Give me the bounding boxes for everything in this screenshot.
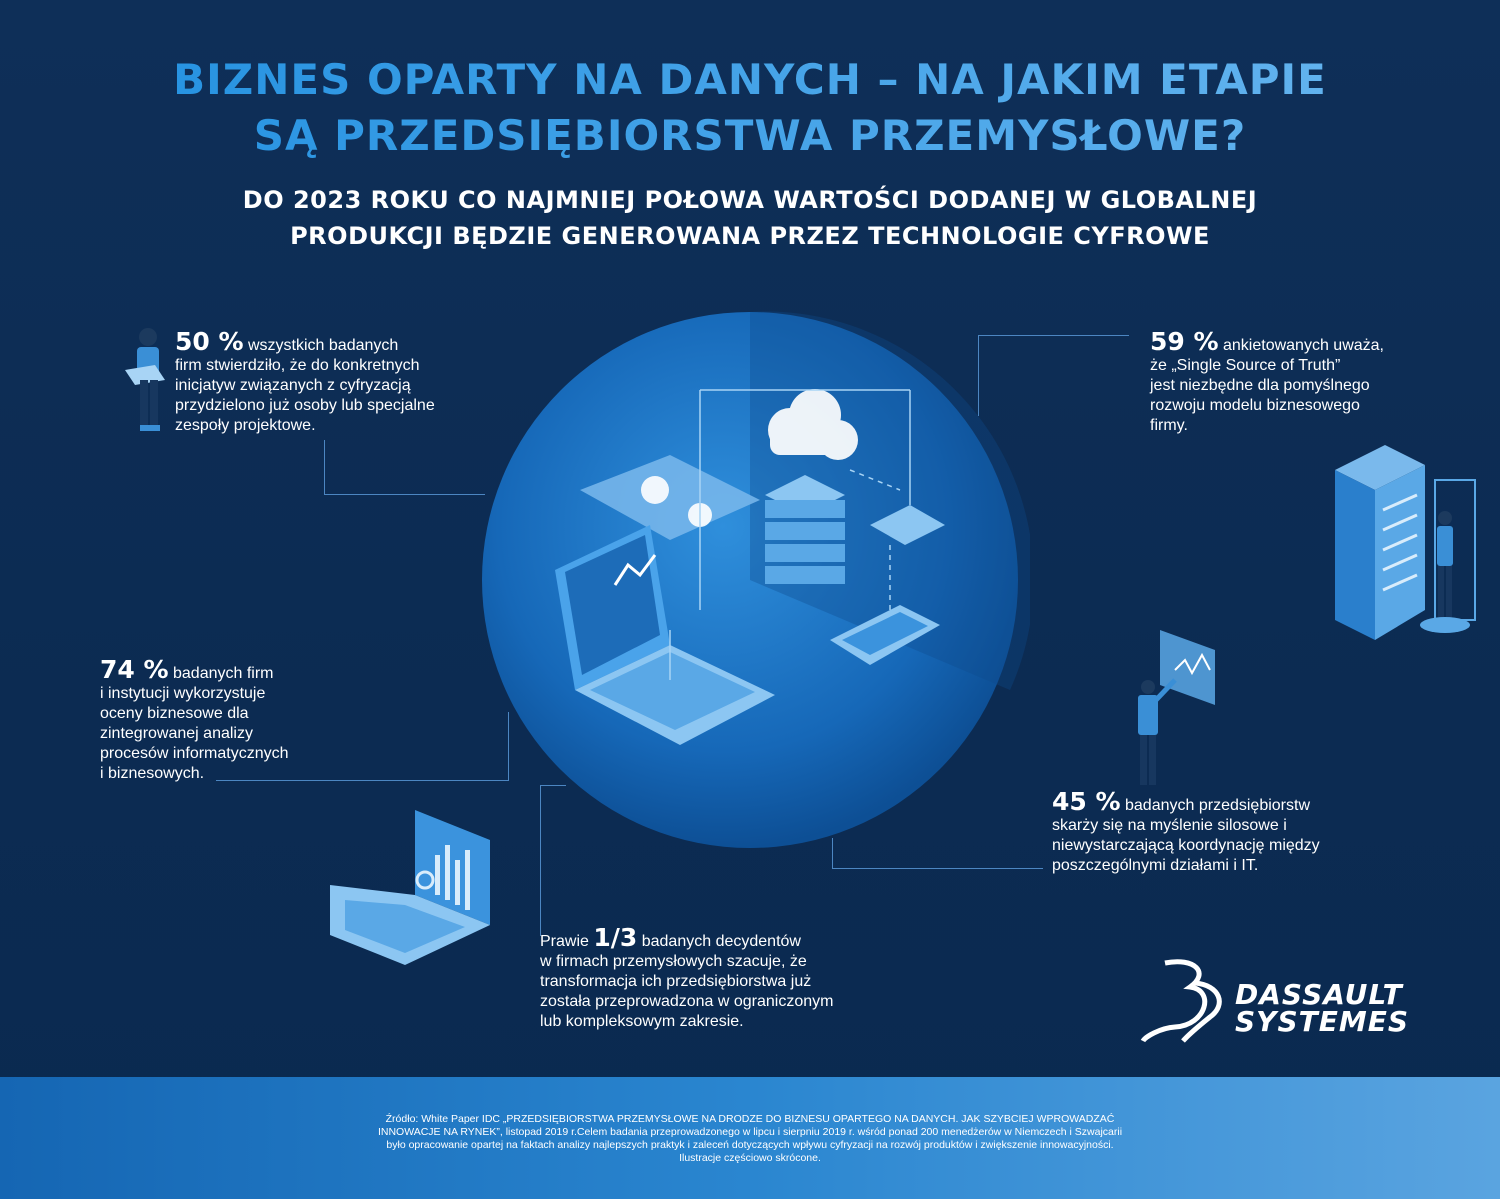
subtitle-line-1: DO 2023 ROKU CO NAJMNIEJ POŁOWA WARTOŚCI DODANEJ W GLOBALNEJ bbox=[242, 186, 1258, 214]
stat-45-line: badanych przedsiębiorstw bbox=[1125, 797, 1310, 814]
stat-50-line: firm stwierdziło, że do konkretnych bbox=[175, 357, 420, 374]
3ds-logo-icon bbox=[1135, 955, 1230, 1045]
footer-line: Ilustracje częściowo skrócone. bbox=[679, 1152, 821, 1164]
logo-line-1: DASSAULT bbox=[1235, 978, 1403, 1011]
stat-50-line: przydzielono już osoby lub specjalne bbox=[175, 397, 435, 414]
connector-50 bbox=[324, 440, 485, 495]
stat-74-line: procesów informatycznych bbox=[100, 745, 289, 762]
subtitle bbox=[0, 182, 1500, 254]
title-line-2: SĄ PRZEDSIĘBIORSTWA PRZEMYSŁOWE? bbox=[253, 111, 1247, 160]
stat-50-value: 50 % bbox=[175, 327, 244, 356]
footer-band bbox=[0, 1077, 1500, 1199]
stat-45 bbox=[1052, 787, 1372, 876]
stat-59-value: 59 % bbox=[1150, 327, 1219, 356]
stat-13-line: w firmach przemysłowych szacuje, że bbox=[540, 953, 807, 970]
stat-74-line: i biznesowych. bbox=[100, 765, 205, 782]
analytics-laptop-illustration bbox=[325, 805, 505, 970]
title-line-1: BIZNES OPARTY NA DANYCH – NA JAKIM ETAPIE bbox=[173, 55, 1327, 104]
stat-13-prefix: Prawie bbox=[540, 933, 589, 950]
stat-45-line: poszczególnymi działami i IT. bbox=[1052, 857, 1259, 874]
stat-13-line: badanych decydentów bbox=[641, 933, 801, 950]
stat-50 bbox=[175, 327, 475, 436]
stat-74-line: badanych firm bbox=[173, 665, 274, 682]
footer-line: INNOWACJE NA RYNEK”, listopad 2019 r.Celem badania przeprowadzonego w lipcu i sierpniu 2019 r. wśród ponad 200 menedżerów w Niemczech i Szwajcarii bbox=[377, 1126, 1123, 1138]
stat-13-value: 1/3 bbox=[593, 923, 638, 952]
connector-45 bbox=[832, 838, 1043, 869]
stat-45-line: skarży się na myślenie silosowe i bbox=[1052, 817, 1287, 834]
connector-59 bbox=[978, 335, 1129, 416]
stat-59-line: że „Single Source of Truth” bbox=[1150, 357, 1341, 374]
connector-13 bbox=[540, 785, 566, 936]
stat-74-line: oceny biznesowe dla bbox=[100, 705, 249, 722]
footer-line: było opracowanie opartej na faktach analizy najlepszych praktyk i zaleceń dotyczących wpływu cyfryzacji na rozwój produktów i zwiększenie innowacyjności. bbox=[386, 1139, 1114, 1151]
main-title bbox=[0, 52, 1500, 164]
stat-59-line: rozwoju modelu biznesowego bbox=[1150, 397, 1360, 414]
stat-59-line: firmy. bbox=[1150, 417, 1188, 434]
stat-one-third bbox=[540, 923, 870, 1032]
person-chart-illustration bbox=[1130, 625, 1225, 790]
stat-59 bbox=[1150, 327, 1410, 436]
server-rack-illustration bbox=[1325, 440, 1480, 640]
stat-45-line: niewystarczającą koordynację między bbox=[1052, 837, 1320, 854]
dassault-logo bbox=[1135, 955, 1445, 1045]
logo-line-2: SYSTEMES bbox=[1235, 1005, 1409, 1038]
stat-59-line: jest niezbędne dla pomyślnego bbox=[1150, 377, 1370, 394]
stat-74 bbox=[100, 655, 340, 784]
stat-74-value: 74 % bbox=[100, 655, 169, 684]
stat-13-line: została przeprowadzona w ograniczonym bbox=[540, 993, 834, 1010]
stat-59-line: ankietowanych uważa, bbox=[1223, 337, 1384, 354]
subtitle-line-2: PRODUKCJI BĘDZIE GENEROWANA PRZEZ TECHNOLOGIE CYFROWE bbox=[290, 222, 1210, 250]
central-illustration bbox=[470, 300, 1030, 860]
stat-13-line: lub kompleksowym zakresie. bbox=[540, 1013, 744, 1030]
stat-74-line: i instytucji wykorzystuje bbox=[100, 685, 266, 702]
stat-50-line: zespoły projektowe. bbox=[175, 417, 316, 434]
stat-45-value: 45 % bbox=[1052, 787, 1121, 816]
stat-13-line: transformacja ich przedsiębiorstwa już bbox=[540, 973, 812, 990]
person-laptop-illustration bbox=[120, 325, 175, 440]
stat-74-line: zintegrowanej analizy bbox=[100, 725, 253, 742]
footer-source-text bbox=[300, 1113, 1200, 1165]
stat-50-line: wszystkich badanych bbox=[248, 337, 399, 354]
footer-line: Źródło: White Paper IDC „PRZEDSIĘBIORSTWA PRZEMYSŁOWE NA DRODZE DO BIZNESU OPARTEGO NA DANYCH. JAK SZYBCIEJ WPROWADZAĆ bbox=[385, 1113, 1115, 1125]
stat-50-line: inicjatyw związanych z cyfryzacją bbox=[175, 377, 411, 394]
